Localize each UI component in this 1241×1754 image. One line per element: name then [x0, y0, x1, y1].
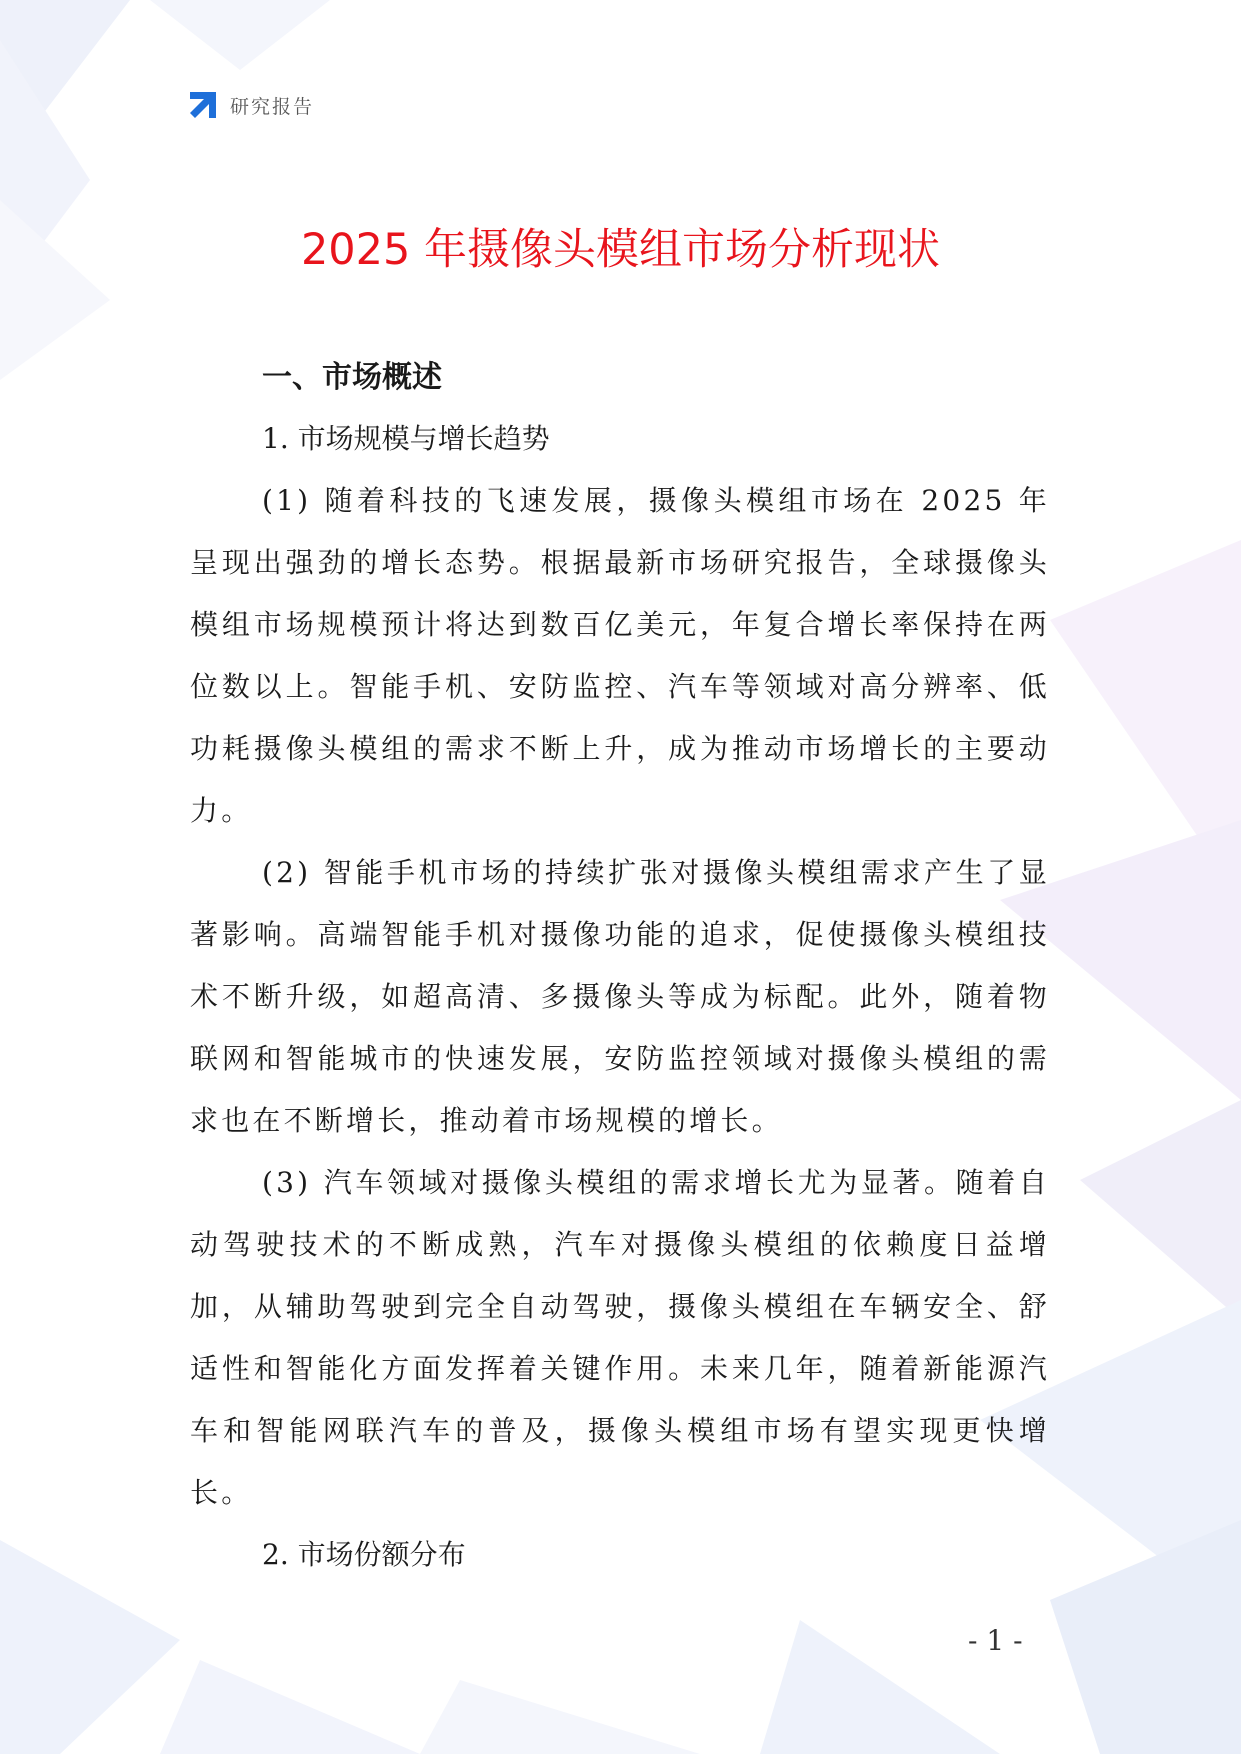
report-type-label: 研究报告 [230, 95, 315, 118]
subsection-heading: 1. 市场规模与增长趋势 [262, 422, 550, 455]
document-title: 2025 年摄像头模组市场分析现状 [300, 225, 941, 275]
body-paragraph: (1) 随着科技的飞速发展，摄像头模组市场在 2025 年呈现出强劲的增长态势。根据最新市场研究报告，全球摄像头模组市场规模预计将达到数百亿美元，年复合增长率保持在两位数以上。智能手机、安防监控、汽车等领域对高分辨率、低功耗摄像头模组的需求不断上升，成为推动市场增长的主要动力。 [190, 484, 1050, 827]
document-body [190, 348, 1050, 1586]
subsection-heading: 2. 市场份额分布 [262, 1538, 466, 1571]
body-paragraph: (3) 汽车领域对摄像头模组的需求增长尤为显著。随着自动驾驶技术的不断成熟，汽车对摄像头模组的依赖度日益增加，从辅助驾驶到完全自动驾驶，摄像头模组在车辆安全、舒适性和智能化方面发挥着关键作用。未来几年，随着新能源汽车和智能网联汽车的普及，摄像头模组市场有望实现更快增长。 [190, 1166, 1050, 1509]
page-number: - 1 - [968, 1624, 1023, 1657]
arrow-up-right-icon [186, 88, 220, 122]
section-heading: 一、市场概述 [262, 360, 442, 395]
report-header [186, 88, 314, 122]
body-paragraph: (2) 智能手机市场的持续扩张对摄像头模组需求产生了显著影响。高端智能手机对摄像功能的追求，促使摄像头模组技术不断升级，如超高清、多摄像头等成为标配。此外，随着物联网和智能城市的快速发展，安防监控领域对摄像头模组的需求也在不断增长，推动着市场规模的增长。 [190, 856, 1050, 1137]
